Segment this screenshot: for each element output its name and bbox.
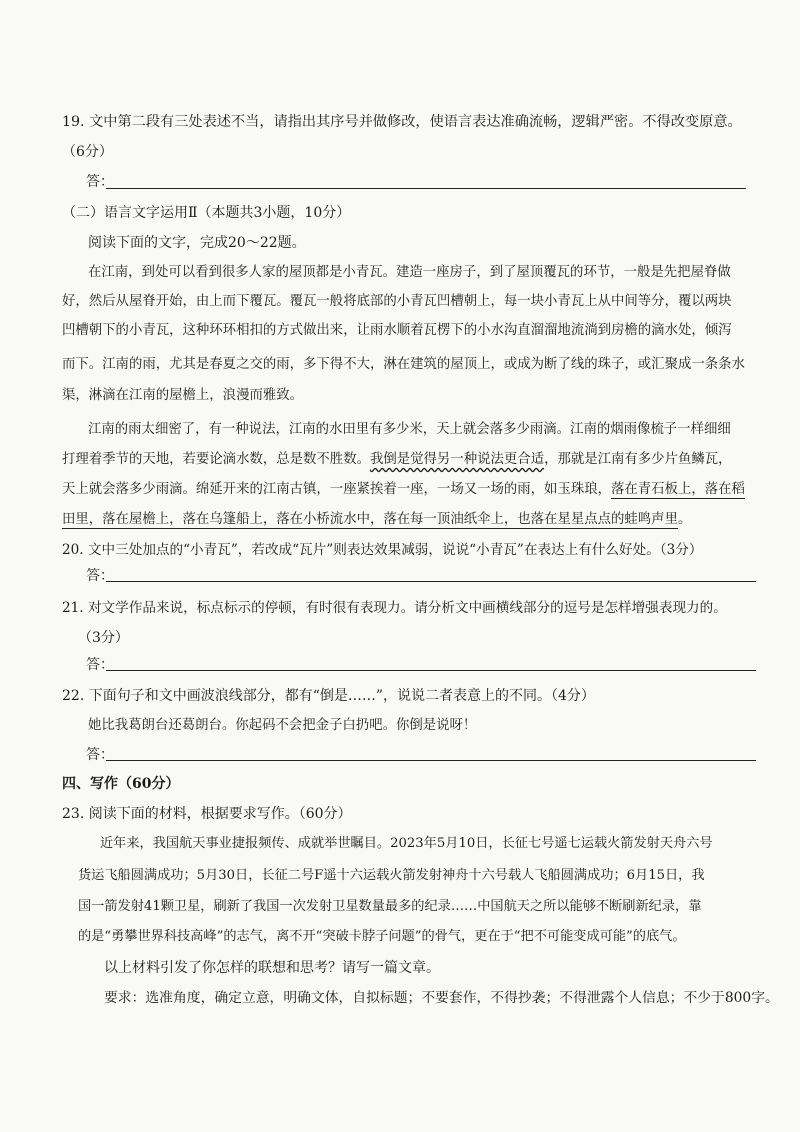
passage-p2-text: 打理着季节的天地，若要论滴水数，总是数不胜数。 [62,452,370,467]
q19-answer-label: 答： [86,174,114,190]
passage-p1-line-5: 渠，淋滴在江南的屋檐上，浪漫而雅致。 [62,388,304,403]
passage-p2-line-3 [62,480,745,500]
q21-answer-label: 答： [86,657,114,673]
section4-heading: 四、写作（60分） [62,776,180,792]
underlined-phrase: 落在青石板上，落在稻 [611,482,745,497]
q23-material-line-3: 国一箭发射41颗卫星，刷新了我国一次发射卫星数量最多的纪录……中国航天之所以能够不断刷新纪录，靠 [78,899,702,914]
q21-answer-line[interactable] [106,670,756,671]
wavy-underlined-phrase: 我倒是觉得另一种说法更合适 [369,452,545,467]
section2-heading: （二）语言文字运用Ⅱ（本题共3小题，10分） [62,205,351,221]
q20-answer-line[interactable] [106,581,756,582]
passage-p1-line-3: 凹槽朝下的小青瓦，这种环环相扣的方式做出来，让雨水顺着瓦楞下的小水沟直溜溜地流淌到房檐的滴水处，倾泻 [62,323,732,338]
q19-prompt: 19. 文中第二段有三处表述不当，请指出其序号并做修改，使语言表达准确流畅，逻辑严密。不得改变原意。 [62,114,742,130]
q22-prompt: 22. 下面句子和文中画波浪线部分，都有“倒是……”，说说二者表意上的不同。（4分） [62,688,595,704]
q22-answer-line[interactable] [106,760,756,761]
q23-question: 以上材料引发了你怎样的联想和思考？请写一篇文章。 [104,960,440,976]
passage-p2-line-1: 江南的雨太细密了，有一种说法，江南的水田里有多少米，天上就会落多少雨滴。江南的烟雨像梳子一样细细 [88,422,731,437]
q23-material-line-2: 货运飞船圆满成功；5月30日，长征二号F遥十六运载火箭发射神舟十六号载人飞船圆满成功；6月15日，我 [78,868,705,883]
underlined-phrase: 田里，落在屋檐上，落在乌篷船上，落在小桥流水中，落在每一顶油纸伞上，也落在星星点点的蛙鸣声里 [62,512,678,527]
q23-requirements: 要求：选准角度，确定立意，明确文体，自拟标题；不要套作，不得抄袭；不得泄露个人信息；不少于800字。 [104,990,779,1006]
q23-material-line-4: 的是“勇攀世界科技高峰”的志气，离不开“突破卡脖子问题”的骨气，更在于“把不可能变成可能”的底气。 [78,929,686,944]
passage-p2-text: 天上就会落多少雨滴。绵延开来的江南古镇，一座紧挨着一座，一场又一场的雨，如玉珠琅， [62,482,612,497]
passage-p2-text: ，那就是江南有多少片鱼鳞瓦， [544,452,732,467]
passage-p1-line-1: 在江南，到处可以看到很多人家的屋顶都是小青瓦。建造一座房子，到了屋顶覆瓦的环节，一般是先把屋脊做 [88,265,731,280]
passage-p1-line-2: 好，然后从屋脊开始，由上而下覆瓦。覆瓦一般将底部的小青瓦凹槽朝上，每一块小青瓦上从中间等分，覆以两块 [62,294,732,309]
q21-score: （3分） [78,630,129,646]
q23-material-line-1: 近年来，我国航天事业捷报频传、成就举世瞩目。2023年5月10日，长征七号遥七运载火箭发射天舟六号 [100,836,713,851]
passage-p1-line-4: 而下。江南的雨，尤其是春夏之交的雨，多下得不大，淋在建筑的屋顶上，或成为断了线的珠子，或汇聚成一条条水 [62,357,745,372]
q20-prompt: 20. 文中三处加点的“小青瓦”，若改成“瓦片”则表达效果减弱，说说“小青瓦”在表达上有什么好处。（3分） [62,542,703,558]
q22-answer-label: 答： [86,747,114,763]
passage-p2-text: 。 [677,512,692,527]
q22-sentence: 她比我葛朗台还葛朗台。你起码不会把金子白扔吧。你倒是说呀！ [88,718,477,733]
q20-answer-label: 答： [86,568,114,584]
q19-score: （6分） [62,144,113,160]
q19-answer-line[interactable] [106,188,746,189]
passage-p2-line-4 [62,510,691,530]
q21-prompt: 21. 对文学作品来说，标点标示的停顿，有时很有表现力。请分析文中画横线部分的逗号是怎样增强表现力的。 [62,600,727,616]
section2-instruction: 阅读下面的文字，完成20～22题。 [88,235,306,251]
q23-prompt: 23. 阅读下面的材料，根据要求写作。（60分） [62,806,352,822]
passage-p2-line-2 [62,450,732,470]
